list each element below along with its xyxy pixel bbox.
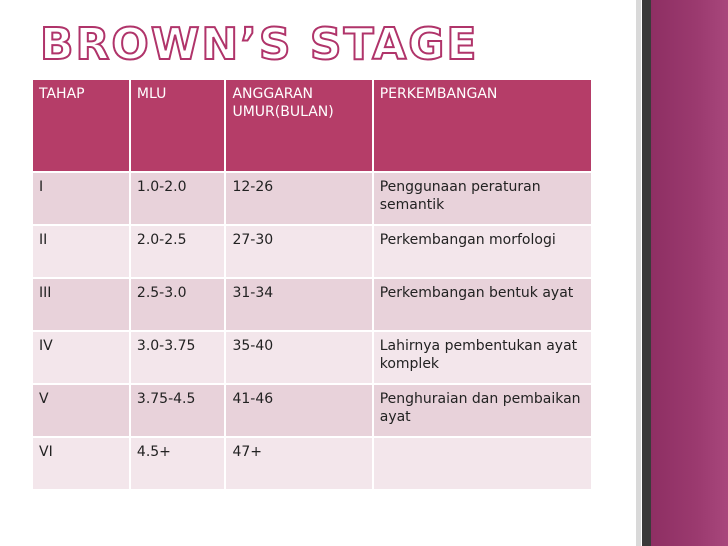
cell-perkembangan: Perkembangan morfologi	[373, 225, 592, 278]
table-row	[33, 172, 592, 225]
cell-umur: 12-26	[225, 172, 372, 225]
cell-umur: 41-46	[225, 384, 372, 437]
cell-perkembangan: Lahirnya pembentukan ayat komplek	[373, 331, 592, 384]
table-row	[33, 331, 592, 384]
table-header-row	[33, 80, 592, 172]
cell-tahap: IV	[33, 331, 130, 384]
table-row	[33, 225, 592, 278]
cell-mlu: 1.0-2.0	[130, 172, 226, 225]
header-tahap: TAHAP	[33, 80, 130, 172]
cell-mlu: 3.75-4.5	[130, 384, 226, 437]
side-stripe-light	[636, 0, 641, 546]
cell-tahap: VI	[33, 437, 130, 490]
cell-perkembangan: Penghuraian dan pembaikan ayat	[373, 384, 592, 437]
header-mlu: MLU	[130, 80, 226, 172]
side-stripe-dark	[642, 0, 651, 546]
cell-umur: 35-40	[225, 331, 372, 384]
cell-perkembangan: Penggunaan peraturan semantik	[373, 172, 592, 225]
header-anggaran-umur: ANGGARAN UMUR(BULAN)	[225, 80, 372, 172]
slide-title: BROWN’S STAGE	[40, 19, 479, 70]
stage-table	[33, 80, 593, 491]
cell-mlu: 3.0-3.75	[130, 331, 226, 384]
cell-tahap: II	[33, 225, 130, 278]
table-row	[33, 384, 592, 437]
cell-tahap: I	[33, 172, 130, 225]
cell-tahap: III	[33, 278, 130, 331]
cell-umur: 31-34	[225, 278, 372, 331]
cell-perkembangan	[373, 437, 592, 490]
cell-tahap: V	[33, 384, 130, 437]
cell-mlu: 2.0-2.5	[130, 225, 226, 278]
cell-mlu: 4.5+	[130, 437, 226, 490]
table-row	[33, 437, 592, 490]
table-row	[33, 278, 592, 331]
side-accent-bar	[651, 0, 728, 546]
cell-umur: 27-30	[225, 225, 372, 278]
cell-perkembangan: Perkembangan bentuk ayat	[373, 278, 592, 331]
cell-mlu: 2.5-3.0	[130, 278, 226, 331]
header-perkembangan: PERKEMBANGAN	[373, 80, 592, 172]
cell-umur: 47+	[225, 437, 372, 490]
